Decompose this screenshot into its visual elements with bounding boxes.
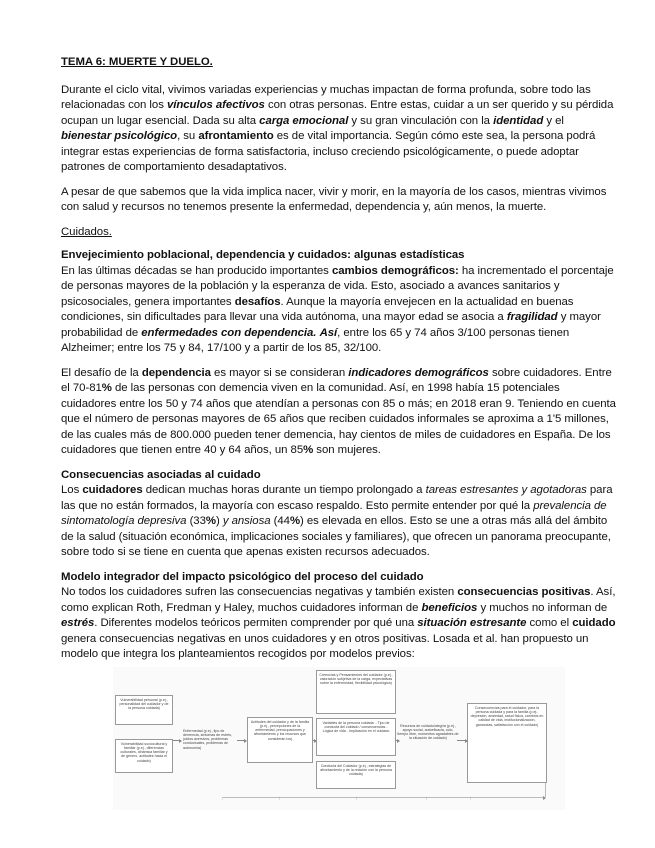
text: En las últimas décadas se han producido importantes [61, 264, 332, 277]
text: para las que no están formados, la mayoría con escaso respaldo. Esto permite entender por qué la [61, 484, 613, 512]
document-title: TEMA 6: MUERTE Y DUELO. [61, 56, 213, 68]
model-diagram [113, 667, 565, 810]
paragraph-dependencia [61, 366, 616, 459]
emph: cuidado [572, 617, 616, 629]
feedback-line [223, 797, 545, 798]
diagram-text: Vulnerabilidad sociocultural y familiar (p.ej., diferencias culturales, dinámica familiar y de género, actitudes hacia el cuidado) [120, 741, 168, 763]
arrow [237, 740, 246, 741]
text: y el [543, 114, 564, 127]
text: ) es elevada en ellos. Esto se une a otras más allá del ámbito de la salud (situación económica, implicaciones sociales y familiares), que ofrecen un panorama preocupante, sobre todo si se tiene en cuenta que apenas existen recursos adecuados. [61, 515, 611, 558]
text: con otras personas. Entre estas, cuidar a un ser querido y su pérdida ocupan un lugar esencial. Dada su alta [61, 99, 614, 127]
diagram-box-vulnerabilidad-sociocultural [115, 739, 173, 773]
diagram-box-recursos [395, 722, 461, 760]
up-arrow-icon: ↑ [469, 796, 472, 802]
heading-estadisticas: Envejecimiento poblacional, dependencia y cuidados: algunas estadísticas [61, 249, 465, 261]
up-arrow-icon: ↑ [425, 796, 428, 802]
emph: cuidadores [82, 484, 143, 496]
text: (44 [270, 515, 290, 527]
text: . Aunque la mayoría envejecen en la actualidad en buenas condiciones, sin dificultades para llevar una vida autónoma, una mayor edad se asocia a [61, 295, 574, 323]
diagram-box-creencias [316, 670, 396, 714]
diagram-text: Conducta del Cuidador (p.ej., estrategias de afrontamiento y de la relación con la persona cuidada) [320, 763, 392, 777]
text: son mujeres. [313, 444, 381, 456]
diagram-box-actitudes [247, 717, 313, 763]
text: como el [526, 617, 573, 629]
emph: prevalencia de sintomatología depresiva [61, 499, 607, 527]
diagram-box-vulnerabilidad-personal [115, 695, 173, 725]
up-arrow-icon: ↑ [221, 796, 224, 802]
emph: carga emocional [259, 114, 349, 127]
feedback-line [545, 783, 546, 797]
emph: % [303, 444, 314, 456]
diagram-text: Vulnerabilidad personal (p.ej., personalidad del cuidador y de la persona cuidada) [119, 697, 169, 711]
emph: cambios demográficos: [331, 264, 459, 277]
text: genera consecuencias negativas en unos cuidadores y en otros positivas. Losada et al. han propuesto un modelo que integra los planteamientos recogidos por modelos previos: [61, 632, 589, 660]
text: Los [61, 484, 83, 496]
up-arrow-icon: ↑ [278, 796, 281, 802]
diagram-box-enfermedad [181, 727, 241, 757]
paragraph-estadisticas [61, 264, 616, 357]
emph: y ansiosa [222, 515, 271, 527]
text: y mayor probabilidad de [61, 311, 601, 339]
emph: dependencia [141, 366, 211, 379]
emph: indicadores demográficos [348, 366, 489, 379]
text: sobre cuidadores. Entre el 70-81 [61, 366, 612, 394]
emph: identidad [493, 114, 544, 127]
text: (33 [186, 515, 206, 527]
text: . Diferentes modelos teóricos permiten comprender por qué una [94, 617, 418, 629]
emph: beneficios [421, 601, 478, 614]
diagram-text: Creencias y Pensamientos del cuidador (p.ej., valoración subjetiva de la carga, expectativas sobre la enfermedad, flexibilidad psicológica) [319, 672, 393, 686]
text: , su [177, 130, 199, 142]
paragraph-modelo [61, 585, 616, 663]
emph: bienestar psicológico [61, 130, 178, 142]
text: ) [215, 515, 223, 527]
emph: Así [319, 326, 338, 339]
intro-paragraph [61, 83, 616, 176]
emph: desafíos [234, 295, 281, 308]
diagram-text: Variables de la persona cuidada: - Tipo de conducta del cuidado / consecuencias - Lógica de vida - Implicación en el cuidado [322, 720, 390, 734]
text: dedican muchas horas durante un tiempo prolongado a [142, 484, 426, 496]
arrow [173, 740, 181, 741]
text: . Así, como explican Roth, Fredman y Haley, muchos cuidadores informan de [61, 586, 616, 614]
diagram-text: Actitudes del cuidador y de la familia (p.ej., percepciones de la enfermedad, preocupaciones y afrontamiento y los recursos que consideran los) [250, 719, 310, 741]
paragraph-2: A pesar de que sabemos que la vida implica nacer, vivir y morir, en la mayoría de los casos, mientras vivimos con salud y recursos no tenemos presente la enfermedad, dependencia y, aún menos, la muerte. [61, 185, 607, 213]
arrow [396, 740, 399, 741]
emph: vínculos afectivos [166, 99, 265, 111]
text: ha incrementado el porcentaje de personas mayores de la población y la esperanza de vida. Esto, asociado a avances sanitarios y psicosociales, genera importantes [61, 264, 614, 308]
text: , entre los 65 y 74 años 3/100 personas tienen Alzheimer; entre los 75 y 84, 17/100 y a partir de los 85, 32/100. [61, 326, 570, 354]
text: Durante el ciclo vital, vivimos variadas experiencias y muchas impactan de forma profunda, sobre todo las relacionadas con los [61, 83, 591, 111]
diagram-box-conducta-cuidador [316, 761, 396, 789]
text: de las personas con demencia viven en la comunidad. Así, en 1998 había 15 potenciales cuidadores entre los 50 y 74 años que atendían a personas con 85 o más; en 2018 eran 9. Teniendo en cuenta que el número de personas mayores de 65 años que reciben cuidados informales se aproxima a 1'5 millones, de las cuales más de 800.000 pueden tener demencia, hay cientos de miles de cuidadores en España. De los cuidadores que tienen entre 40 y 64 años, un 85 [61, 382, 616, 456]
text: El desafío de la [61, 366, 142, 379]
diagram-text: Enfermedad (p.ej., tipo de demencia, síntomas de estrés, juicios aversivos, problemas conductuales, problemas de autonomía) [183, 728, 232, 750]
emph: fragilidad [506, 311, 558, 323]
diagram-box-consecuencias [467, 703, 547, 783]
emph: % [101, 382, 112, 394]
section-link-cuidados[interactable]: Cuidados. [61, 225, 112, 238]
diagram-text: Consecuencias para el cuidador, para la persona cuidada y para la familia (p.ej., depresión, ansiedad, salud física, cambios en calidad de vida, institucionalización, ganancias, satisfacción con el cuidado) [470, 705, 544, 727]
document-body [61, 55, 616, 672]
emph: tareas estresantes y agotadoras [425, 484, 587, 496]
text: es de vital importancia. Según cómo este sea, la persona podrá integrar estas experiencias de forma satisfactoria, incluso creciendo psicológicamente, o puede adoptar patrones de comportamiento desadaptativos. [61, 130, 596, 173]
emph: enfermedades con dependencia. [141, 326, 317, 339]
emph: % [205, 515, 216, 527]
up-arrow-icon: ↑ [355, 796, 358, 802]
diagram-text: Recursos de cuidado/alegría (p.ej., apoyo social, autoeficacia, ocio, tiempo libre, momentos agradables de la situación de cuidado) [397, 723, 459, 741]
emph: afrontamiento [198, 130, 274, 142]
text: y su gran vinculación con la [348, 114, 494, 127]
emph: estrés [61, 617, 95, 629]
emph: situación estresante [417, 617, 527, 629]
text: y muchos no informan de [477, 601, 608, 614]
heading-modelo: Modelo integrador del impacto psicológico del proceso del cuidado [61, 570, 424, 583]
arrow [457, 740, 467, 741]
paragraph-consecuencias [61, 483, 616, 561]
text: No todos los cuidadores sufren las consecuencias negativas y también existen [61, 586, 458, 598]
heading-consecuencias: Consecuencias asociadas al cuidado [61, 468, 261, 481]
arrow [313, 740, 316, 741]
emph: consecuencias positivas [457, 586, 591, 598]
diagram-box-variables-persona-cuidada [316, 718, 396, 756]
text: es mayor si se consideran [210, 366, 349, 379]
emph: % [289, 515, 301, 527]
